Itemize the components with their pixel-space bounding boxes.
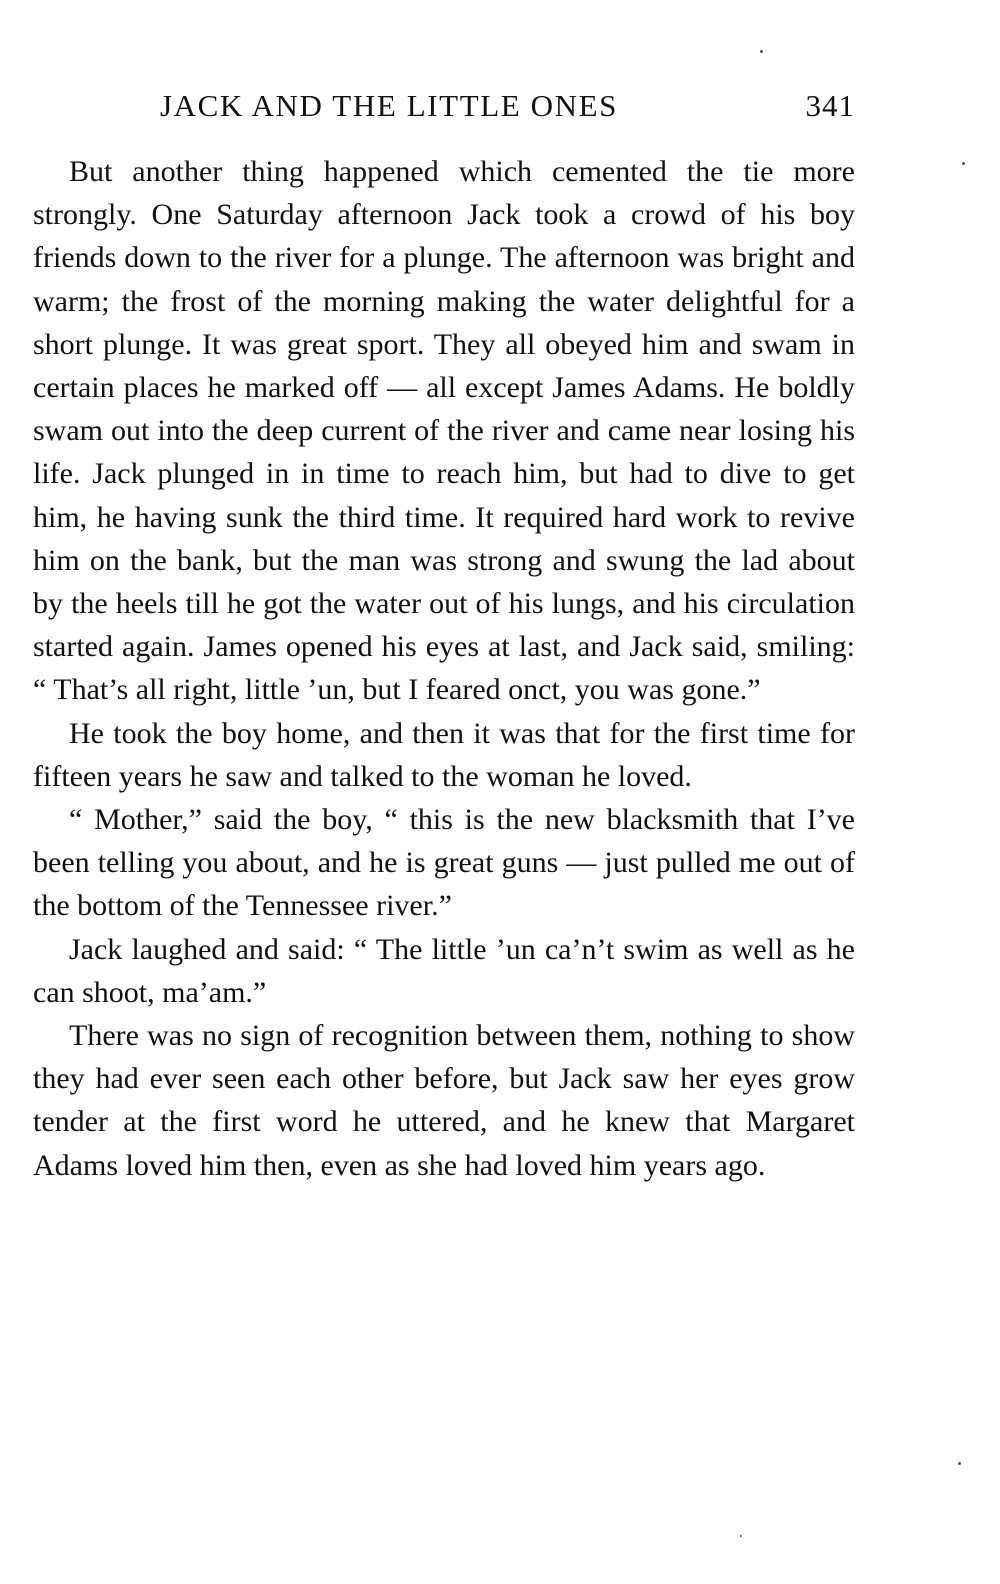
running-head	[160, 88, 855, 132]
paragraph-rescue: But another thing happened which cemented the tie more strongly. One Saturday afternoon Jack took a crowd of his boy friends down to the river for a plunge. The afternoon was bright and warm; the frost of the morning making the water delightful for a short plunge. It was great sport. They all obeyed him and swam in certain places he marked off — all except James Adams. He boldly swam out into the deep current of the river and came near losing his life. Jack plunged in in time to reach him, but had to dive to get him, he having sunk the third time. It required hard work to revive him on the bank, but the man was strong and swung the lad about by the heels till he got the water out of his lungs, and his circulation started again. James opened his eyes at last, and Jack said, smiling: “ That’s all right, little ’un, but I feared onct, you was gone.”	[33, 155, 855, 707]
paragraph-took-boy-home: He took the boy home, and then it was that for the first time for fifteen years he saw and talked to the woman he loved.	[33, 716, 855, 793]
paragraph-jack-laughed: Jack laughed and said: “ The little ’un ca’n’t swim as well as he can shoot, ma’am.”	[33, 932, 855, 1009]
page-number: 341	[805, 88, 855, 123]
running-title: JACK AND THE LITTLE ONES	[160, 88, 619, 123]
scan-speck	[740, 1535, 742, 1537]
scan-speck	[958, 1462, 961, 1465]
scan-speck	[962, 162, 965, 165]
body-text	[33, 150, 855, 1187]
paragraph-mother-introduction: “ Mother,” said the boy, “ this is the new blacksmith that I’ve been telling you about, and he is great guns — just pulled me out of the bottom of the Tennessee river.”	[33, 803, 855, 923]
paragraph-recognition: There was no sign of recognition between them, nothing to show they had ever seen each other before, but Jack saw her eyes grow tender at the first word he uttered, and he knew that Margaret Adams loved him then, even as she had loved him years ago.	[33, 1019, 855, 1182]
scan-speck	[760, 50, 763, 53]
